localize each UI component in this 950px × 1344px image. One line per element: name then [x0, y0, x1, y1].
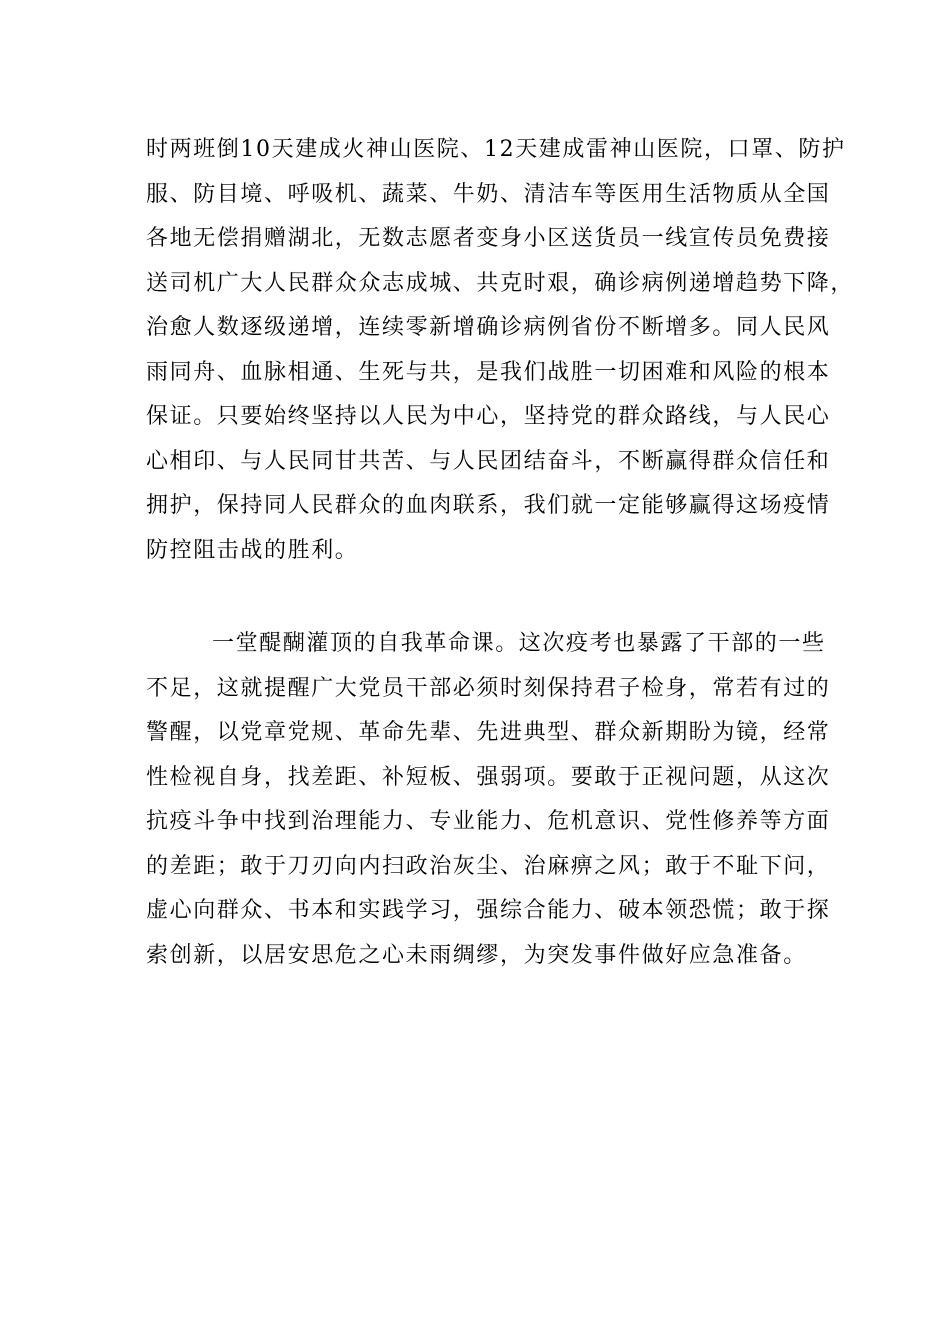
paragraph-line: 的差距；敢于刀刃向内扫政治灰尘、治麻痹之风；敢于不耻下问，	[146, 853, 831, 879]
paragraph-line: 服、防目境、呼吸机、蔬菜、牛奶、清洁车等医用生活物质从全国	[146, 181, 831, 207]
paragraph-line: 虚心向群众、书本和实践学习，强综合能力、破本领恐慌；敢于探	[146, 898, 831, 923]
paragraph-line: 时两班倒10天建成火神山医院、12天建成雷神山医院，口罩、防护	[146, 137, 846, 162]
paragraph-line: 不足，这就提醒广大党员干部必须时刻保持君子检身，常若有过的	[146, 675, 831, 701]
paragraph-line: 拥护，保持同人民群众的血肉联系，我们就一定能够赢得这场疫情	[146, 493, 831, 518]
paragraph-2	[146, 622, 831, 978]
paragraph-line: 抗疫斗争中找到治理能力、专业能力、危机意识、党性修养等方面	[146, 809, 831, 834]
paragraph-line: 防控阻击战的胜利。	[146, 537, 359, 563]
paragraph-line: 一堂醍醐灌顶的自我革命课。这次疫考也暴露了干部的一些	[212, 631, 826, 656]
paragraph-line: 警醒，以党章党规、革命先辈、先进典型、群众新期盼为镜，经常	[146, 720, 831, 745]
paragraph-1	[146, 128, 855, 573]
paragraph-line: 性检视自身，找差距、补短板、强弱项。要敢于正视问题，从这次	[146, 764, 831, 790]
paragraph-line: 保证。只要始终坚持以人民为中心，坚持党的群众路线，与人民心	[146, 404, 831, 429]
paragraph-line: 送司机广大人民群众众志成城、共克时艰，确诊病例递增趋势下降，	[146, 270, 855, 296]
paragraph-line: 雨同舟、血脉相通、生死与共，是我们战胜一切困难和风险的根本	[146, 359, 831, 385]
paragraph-line: 治愈人数逐级递增，连续零新增确诊病例省份不断增多。同人民风	[146, 315, 831, 340]
paragraph-line: 索创新，以居安思危之心未雨绸缪，为突发事件做好应急准备。	[146, 942, 807, 968]
paragraph-line: 心相印、与人民同甘共苦、与人民团结奋斗，不断赢得群众信任和	[146, 448, 831, 474]
paragraph-line: 各地无偿捐赠湖北，无数志愿者变身小区送货员一线宣传员免费接	[146, 226, 831, 251]
